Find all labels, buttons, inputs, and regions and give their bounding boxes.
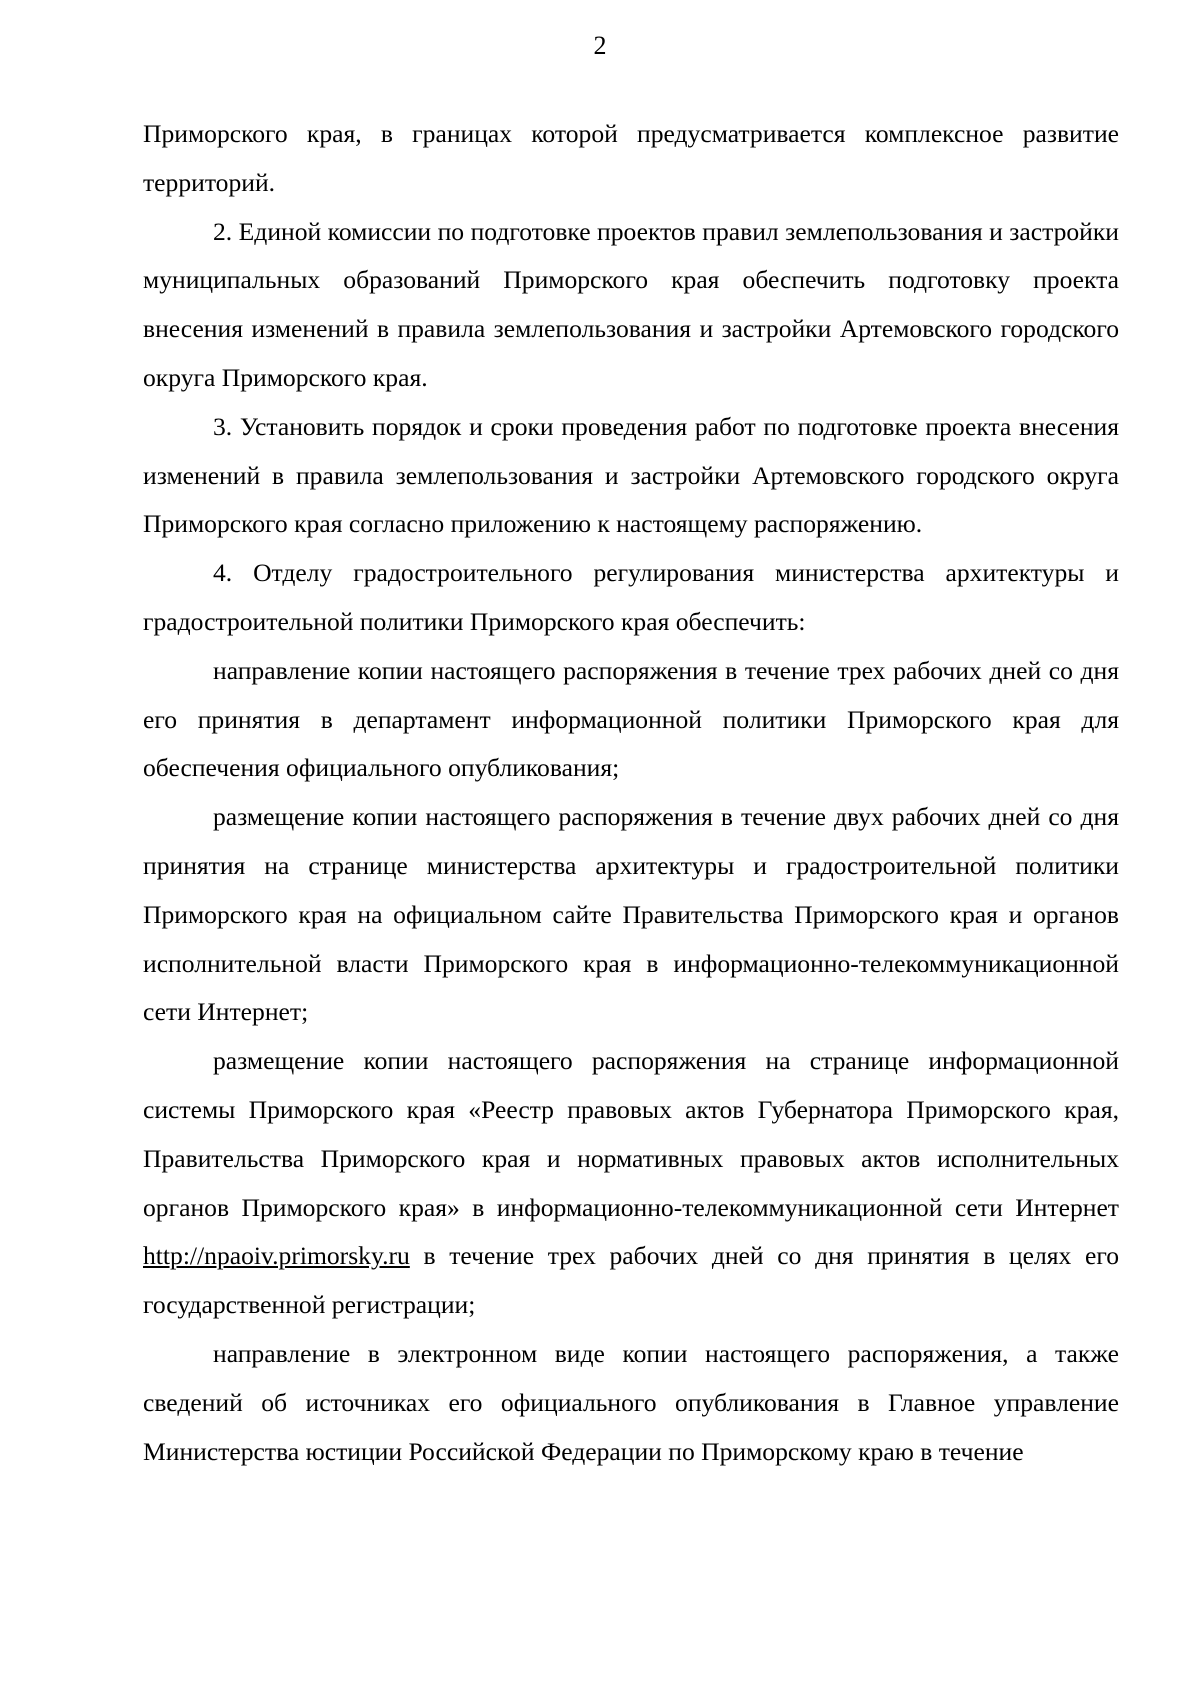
registry-text-end: в течение трех рабочих дней со дня принятия в целях его государственной регистрации; bbox=[143, 1241, 1119, 1320]
subparagraph-send-to-ministry: направление в электронном виде копии настоящего распоряжения, а также сведений об источниках его официального опубликования в Главное управление Министерства юстиции Российской Федерации по Приморскому краю в течение bbox=[143, 1338, 1119, 1466]
registry-link[interactable]: http://npaoiv.primorsky.ru bbox=[143, 1241, 410, 1271]
paragraph-item-4: 4. Отделу градостроительного регулирования министерства архитектуры и градостроительной политики Приморского края обеспечить: bbox=[143, 558, 1119, 636]
page-number: 2 bbox=[593, 31, 607, 60]
subparagraph-send-copy: направление копии настоящего распоряжения в течение трех рабочих дней со дня его принятия в департамент информационной политики Приморского края для обеспечения официального опубликования; bbox=[143, 655, 1119, 783]
subparagraph-post-on-site: размещение копии настоящего распоряжения в течение двух рабочих дней со дня принятия на странице министерства архитектуры и градостроительной политики Приморского края на официальном сайте Правительства Приморского края и органов исполнительной власти Приморского края в информационно-телекоммуникационной сети Интернет; bbox=[143, 802, 1119, 1027]
document-body bbox=[143, 110, 1119, 1476]
paragraph-continuation: Приморского края, в границах которой предусматривается комплексное развитие территорий. bbox=[143, 119, 1119, 197]
paragraph-item-3: 3. Установить порядок и сроки проведения работ по подготовке проекта внесения изменений в правила землепользования и застройки Артемовского городского округа Приморского края согласно приложению к настоящему распоряжению. bbox=[143, 411, 1119, 539]
registry-text: размещение копии настоящего распоряжения на странице информационной системы Приморского края «Реестр правовых актов Губернатора Приморского края, Правительства Приморского края и нормативных правовых актов исполнительных органов Приморского края» в информационно-телекоммуникационной сети Интернет bbox=[143, 1046, 1119, 1222]
subparagraph-registry-posting bbox=[143, 1037, 1119, 1330]
paragraph-item-2: 2. Единой комиссии по подготовке проектов правил землепользования и застройки муниципальных образований Приморского края обеспечить подготовку проекта внесения изменений в правила землепользования и застройки Артемовского городского округа Приморского края. bbox=[143, 216, 1119, 392]
